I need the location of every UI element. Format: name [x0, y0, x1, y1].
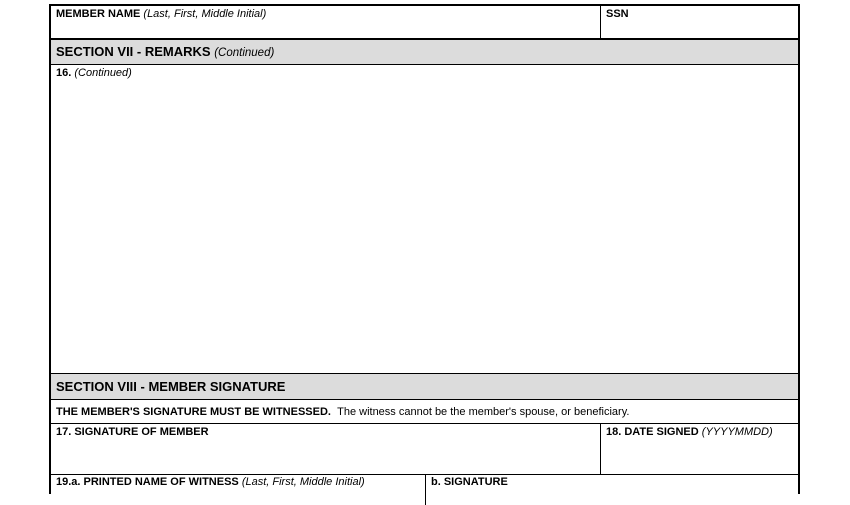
- section-8-title: SECTION VIII - MEMBER SIGNATURE: [56, 379, 286, 394]
- member-name-cell[interactable]: [51, 6, 601, 38]
- member-name-label: MEMBER NAME (Last, First, Middle Initial): [56, 8, 267, 20]
- ssn-label: SSN: [606, 8, 629, 20]
- member-signature-field[interactable]: [51, 424, 601, 474]
- member-info-row: [51, 6, 798, 40]
- witness-name-field[interactable]: [51, 475, 426, 505]
- section-7-header: [51, 40, 798, 65]
- witness-row: [51, 475, 798, 505]
- form-page: [49, 4, 800, 494]
- date-signed-field[interactable]: [601, 424, 798, 474]
- item-17-label: 17. SIGNATURE OF MEMBER: [56, 426, 209, 438]
- section-7-title: SECTION VII - REMARKS (Continued): [56, 44, 275, 59]
- section-8-header: [51, 374, 798, 400]
- item-16-label: 16. (Continued): [56, 67, 132, 79]
- witness-notice: THE MEMBER'S SIGNATURE MUST BE WITNESSED. The witness cannot be the member's spouse, or beneficiary.: [56, 406, 630, 418]
- remarks-field[interactable]: [51, 65, 798, 374]
- item-18-label: 18. DATE SIGNED (YYYYMMDD): [606, 426, 773, 438]
- item-19a-label: 19.a. PRINTED NAME OF WITNESS (Last, First, Middle Initial): [56, 476, 365, 488]
- ssn-cell[interactable]: [601, 6, 798, 38]
- witness-signature-field[interactable]: [426, 475, 798, 505]
- witness-notice-row: [51, 400, 798, 424]
- signature-row: [51, 424, 798, 475]
- item-19b-label: b. SIGNATURE: [431, 476, 508, 488]
